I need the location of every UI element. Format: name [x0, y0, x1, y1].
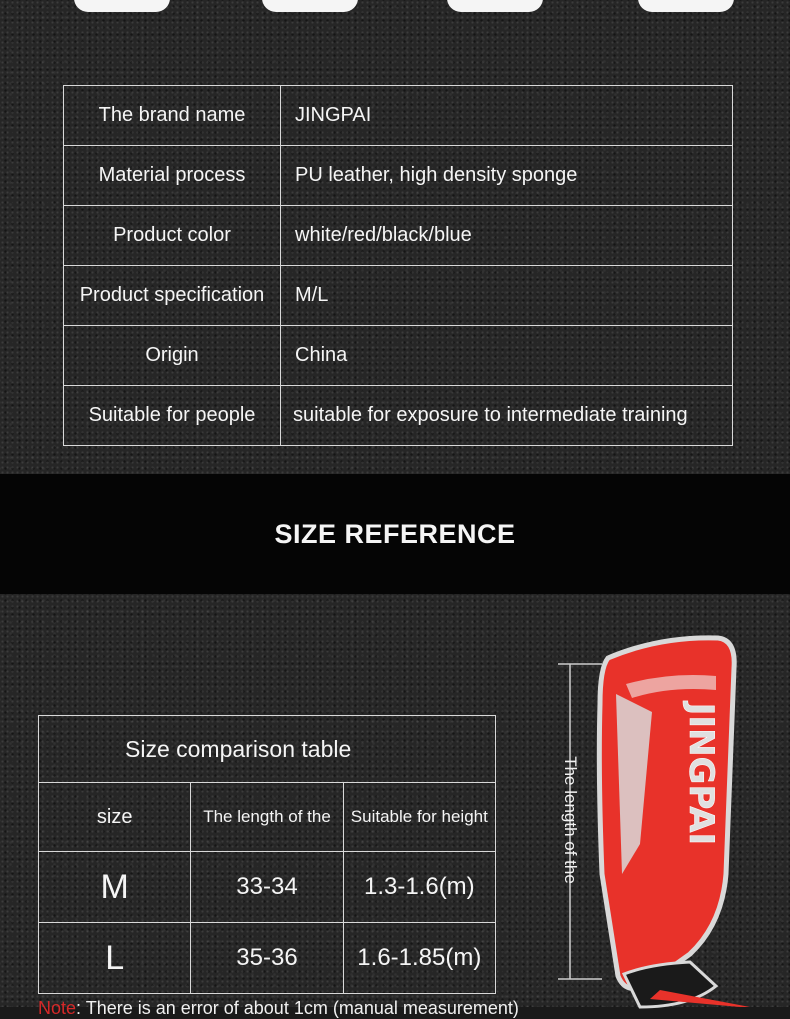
banner-title: SIZE REFERENCE — [274, 518, 516, 549]
spec-key: Product specification — [64, 266, 281, 326]
spec-row — [64, 386, 733, 446]
spec-row — [64, 86, 733, 146]
spec-key: Suitable for people — [64, 386, 281, 446]
size-section — [0, 594, 790, 1018]
tab-stub — [447, 0, 543, 12]
header-length: The length of the — [191, 783, 343, 852]
footnote-prefix: Note — [38, 998, 77, 1018]
header-height: Suitable for height — [343, 783, 495, 852]
tab-stub — [262, 0, 358, 12]
tab-stub — [74, 0, 170, 12]
brand-logo-text: JINGPAI — [681, 702, 721, 846]
length-value: 33-34 — [191, 852, 343, 923]
footnote-text: : There is an error of about 1cm (manual measurement) — [76, 998, 519, 1018]
spec-value: suitable for exposure to intermediate training — [281, 386, 733, 446]
spec-key: The brand name — [64, 86, 281, 146]
size-table — [38, 715, 496, 994]
size-value: M — [39, 852, 191, 923]
spec-value: M/L — [281, 266, 733, 326]
spec-row — [64, 266, 733, 326]
spec-value: PU leather, high density sponge — [281, 146, 733, 206]
measure-label: The length of the — [561, 756, 580, 884]
size-table-title: Size comparison table — [39, 716, 496, 783]
length-value: 35-36 — [191, 923, 343, 994]
spec-row — [64, 326, 733, 386]
size-table-header — [39, 783, 496, 852]
height-value: 1.3-1.6(m) — [343, 852, 495, 923]
size-value: L — [39, 923, 191, 994]
spec-row — [64, 146, 733, 206]
height-value: 1.6-1.85(m) — [343, 923, 495, 994]
size-reference-banner — [0, 474, 790, 594]
spec-section — [0, 0, 790, 474]
spec-key: Material process — [64, 146, 281, 206]
spec-value: white/red/black/blue — [281, 206, 733, 266]
spec-value: China — [281, 326, 733, 386]
spec-row — [64, 206, 733, 266]
size-row — [39, 852, 496, 923]
header-size: size — [39, 783, 191, 852]
spec-table — [63, 85, 733, 446]
tab-stub — [638, 0, 734, 12]
size-row — [39, 923, 496, 994]
spec-key: Product color — [64, 206, 281, 266]
spec-key: Origin — [64, 326, 281, 386]
footnote — [38, 998, 519, 1019]
spec-value: JINGPAI — [281, 86, 733, 146]
